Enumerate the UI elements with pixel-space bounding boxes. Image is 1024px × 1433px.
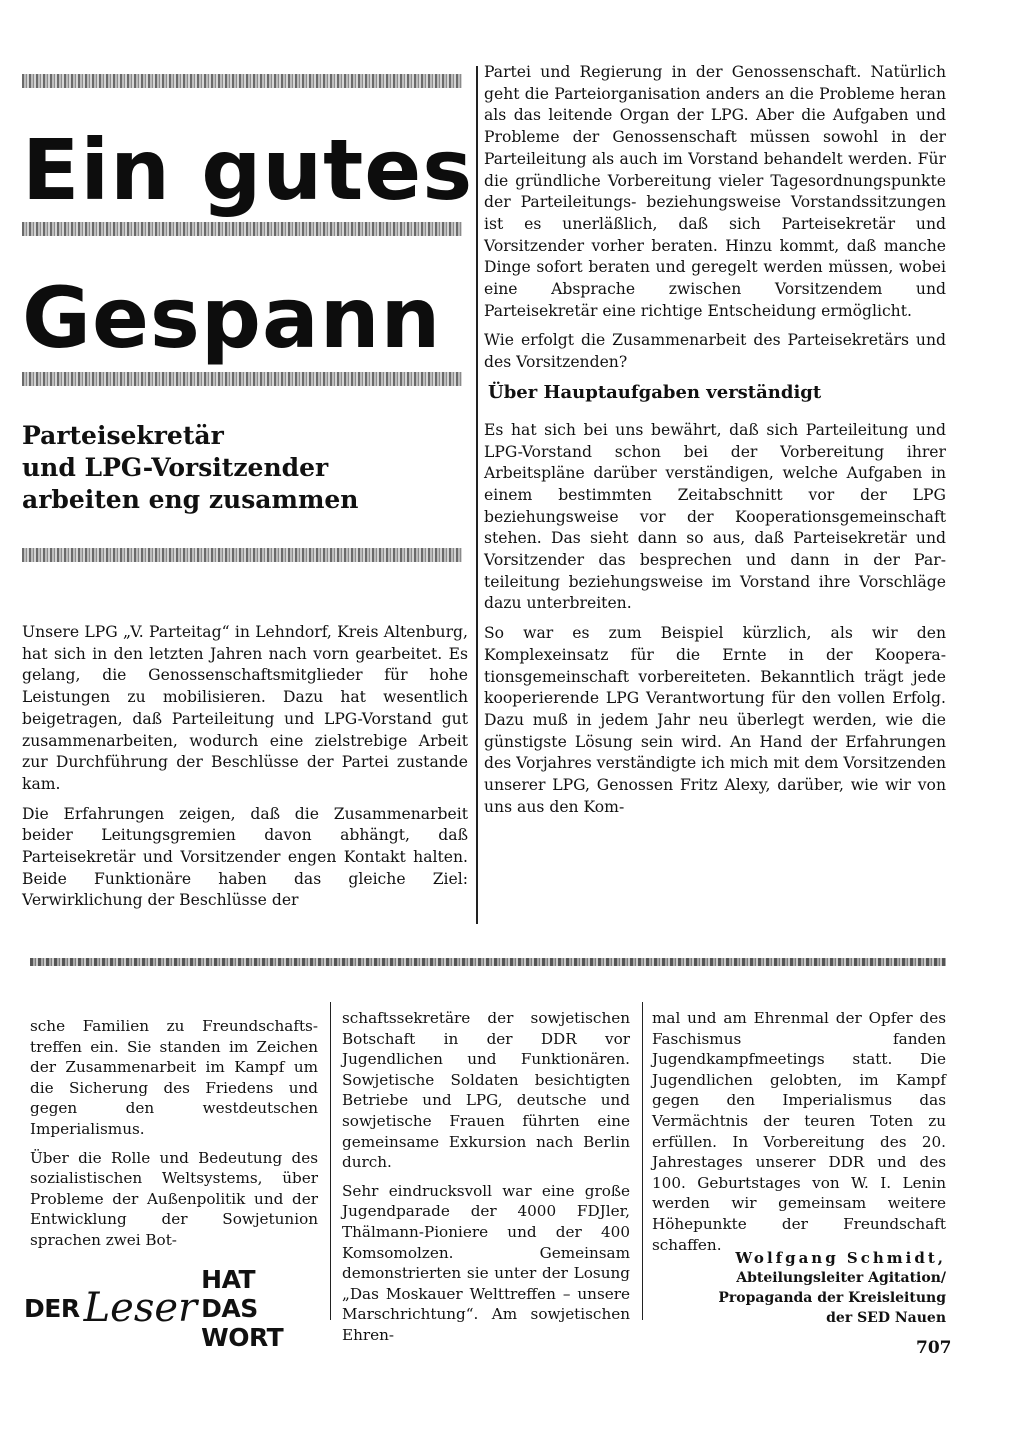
bottom-divider-1 xyxy=(330,1002,331,1320)
right-paragraph-4: So war es zum Beispiel kürzlich, als wir den Komplexeinsatz für die Ernte in der Kooperationsgemeinschaft vorbereiteten. Bekanntlich trägt jede kooperierende LPG Verantwortung für den vollen Erfolg. Dazu muß in jedem Jahr neu überlegt werden, wie die günstigste Lösung sein wird. An Hand der Erfahrungen des Vorjahres verständigte ich mich mit dem Vorsitzenden unserer LPG, Genossen Fritz Alexy, darüber, wie wir von uns aus den Kom- xyxy=(484,624,947,816)
bottom-col2-paragraph-1: schaftssekretäre der sowjetischen Botschaft in der DDR vor Jugendlichen und Funktionären. Sowjetische Soldaten besichtigten Betriebe und LPG, deutsche und sowjetische Frauen führten eine gemeinsame Exkursion nach Berlin durch. xyxy=(342,1009,630,1172)
right-paragraph-2: Wie erfolgt die Zusammenarbeit des Parteisekretärs und des Vorsitzenden? xyxy=(484,331,946,372)
left-paragraph-2: Die Erfahrungen zeigen, daß die Zusammenarbeit beider Leitungsgremien davon abhängt, daß Parteisekretär und Vorsitzender engen Kontakt halten. Beide Funktionäre haben das gleiche Ziel: Verwirklichung der Beschlüsse der xyxy=(22,804,468,910)
decorative-bar-2 xyxy=(22,222,462,236)
subtitle-line-1: Parteisekretär xyxy=(22,421,224,450)
logo-hat-das-wort: HAT DAS WORT xyxy=(201,1264,284,1352)
headline-line-1: Ein gutes xyxy=(22,121,474,219)
bottom-col2-paragraph-2: Sehr eindrucksvoll war eine große Jugendparade der 4000 FDJler, Thälmann-Pioniere und der 400 Komsomolzen. Gemeinsam demonstrierten sie unter der Losung „Das Moskauer Welttreffen – unsere Marschrichtung“. Am sowjetischen Ehren- xyxy=(342,1181,630,1344)
subtitle xyxy=(22,420,359,516)
left-column xyxy=(22,622,468,920)
leser-hat-das-wort-logo xyxy=(24,1264,314,1352)
bottom-column-3 xyxy=(652,1008,946,1263)
page-number: 707 xyxy=(916,1338,952,1358)
decorative-bar-1 xyxy=(22,74,462,88)
right-paragraph-1: Partei und Regierung in der Genossenschaft. Natürlich geht die Parteiorganisation anders an die Probleme heran als das leitende Organ der LPG. Aber die Aufgaben und Probleme der Genossenschaft müssen sowohl in der Parteileitung als auch im Vorstand behandelt werden. Für die gründliche Vorbereitung vieler Tagesordnungspunkte der Parteileitungs- beziehungsweise Vorstandssitzungen ist es unerläßlich, daß sich Parteisekretär und Vorsitzender vorher beraten. Hinzu kommt, daß manche Dinge sofort beraten und geregelt werden müssen, wobei eine Absprache zwischen Vorsitzendem und Parteisekretär eine richtige Entscheidung ermöglicht. xyxy=(484,63,946,320)
bottom-column-2 xyxy=(342,1008,630,1354)
logo-leser-script: Leser xyxy=(83,1285,198,1331)
bottom-column-1 xyxy=(30,1016,318,1259)
bottom-col1-paragraph-2: Über die Rolle und Bedeutung des sozialistischen Weltsystems, über Probleme der Außenpolitik und der Entwicklung der Sowjetunion sprachen zwei Bot- xyxy=(30,1148,318,1249)
column-divider xyxy=(476,66,478,924)
logo-der: DER xyxy=(24,1293,80,1323)
decorative-bar-3 xyxy=(22,372,462,386)
right-column xyxy=(484,62,946,827)
bottom-col1-paragraph-1: sche Familien zu Freundschaftstreffen ein. Sie standen im Zeichen der Zusammenarbeit im Kampf um die Sicherung des Friedens und gegen den westdeutschen Imperialismus. xyxy=(30,1017,318,1138)
subtitle-line-3: arbeiten eng zusammen xyxy=(22,485,359,514)
author-title-line-3: der SED Nauen xyxy=(826,1310,946,1326)
decorative-bar-4 xyxy=(22,548,462,562)
section-separator xyxy=(30,958,946,966)
author-name: Wolfgang Schmidt, xyxy=(735,1249,946,1267)
left-paragraph-1: Unsere LPG „V. Parteitag“ in Lehndorf, Kreis Altenburg, hat sich in den letzten Jahren nach vorn gearbeitet. Es gelang, die Genossenschaftsmitglieder für hohe Leistungen zu mobilisieren. Dazu hat wesentlich beigetragen, daß Parteileitung und LPG-Vorstand gut zusammenarbeiten, wodurch eine zielstrebige Arbeit zur Durchführung der Beschlüsse der Partei zustande kam. xyxy=(22,623,468,793)
author-title-line-1: Abteilungsleiter Agitation/ xyxy=(736,1270,946,1286)
bottom-col3-paragraph-1: mal und am Ehrenmal der Opfer des Faschismus fanden Jugendkampfmeetings statt. Die Jugendlichen gelobten, im Kampf gegen den Imperialismus das Vermächtnis der teuren Toten zu erfüllen. In Vorbereitung des 20. Jahrestages unserer DDR und des 100. Geburtstages von W. I. Lenin werden wir gemeinsam weitere Höhepunkte der Freundschaft schaffen. xyxy=(652,1009,946,1254)
right-paragraph-3: Es hat sich bei uns bewährt, daß sich Parteileitung und LPG-Vorstand schon bei der Vorbereitung ihrer Arbeitspläne darüber verständigen, welche Aufgaben in einem bestimmten Zeitabschnitt vor der LPG beziehungsweise vor der Kooperationsgemeinschaft stehen. Das sieht dann so aus, daß Parteisekretär und Vorsitzender das besprechen und dann in der Parteileitung beziehungsweise im Vorstand ihre Vorschläge dazu unterbreiten. xyxy=(484,420,946,613)
subtitle-line-2: und LPG-Vorsitzender xyxy=(22,453,329,482)
author-signature xyxy=(640,1248,946,1328)
headline-line-2: Gespann xyxy=(22,269,442,367)
section-heading: Über Hauptaufgaben verständigt xyxy=(488,381,822,403)
author-title-line-2: Propaganda der Kreisleitung xyxy=(718,1290,946,1306)
